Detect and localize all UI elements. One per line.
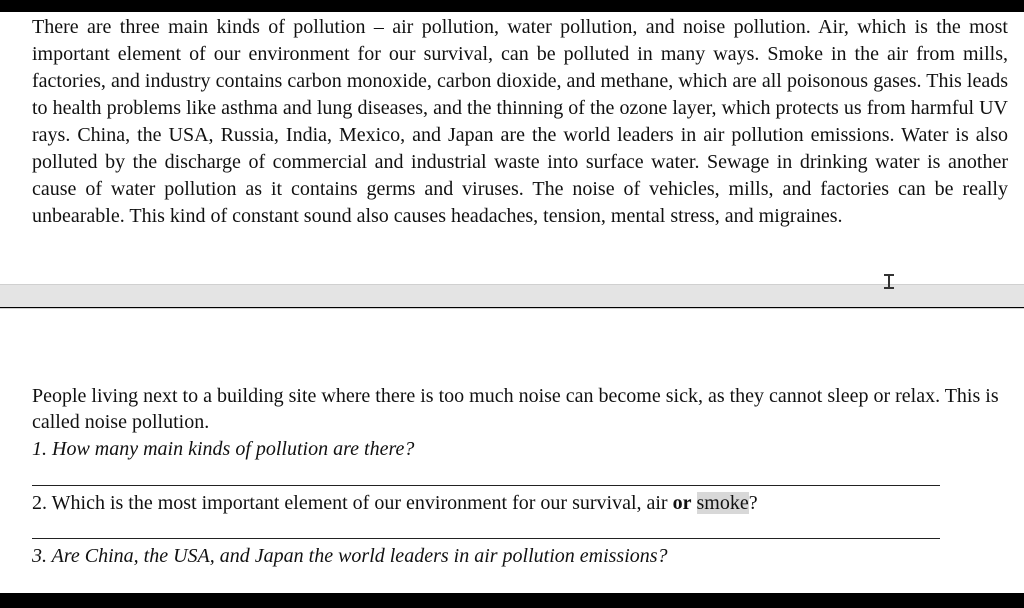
question-2-bold-or: or [672, 492, 692, 514]
question-2-space [692, 492, 697, 514]
page-separator [0, 285, 1024, 307]
paragraph-pollution-overview: There are three main kinds of pollution – air pollution, water pollution, and noise pollution. Air, which is the most important element of our environment for our survival, can be polluted in many ways. Smoke in the air from mills, factories, and industry contains carbon monoxide, carbon dioxide, and methane, which are all poisonous gases. This leads to health problems like asthma and lung diseases, and the thinning of the ozone layer, which protects us from harmful UV rays. China, the USA, Russia, India, Mexico, and Japan are the world leaders in air pollution emissions. Water is also polluted by the discharge of commercial and industrial waste into surface water. Sewage in drinking water is another cause of water pollution as it contains germs and viruses. The noise of vehicles, mills, and factories can be really unbearable. This kind of constant sound also causes headaches, tension, mental stress, and migraines. [32, 16, 1008, 227]
question-1: 1. How many main kinds of pollution are there? [32, 438, 415, 460]
answer-line-2[interactable] [32, 538, 940, 539]
question-2 [32, 490, 758, 516]
page-upper [0, 12, 1024, 285]
question-2-text: 2. Which is the most important element of our environment for our survival, air [32, 492, 673, 514]
answer-line-1[interactable] [32, 485, 940, 486]
text-cursor-icon [884, 274, 894, 288]
paragraph-noise-pollution: People living next to a building site where there is too much noise can become sick, as they cannot sleep or relax. This is called noise pollution. [32, 385, 999, 433]
page-lower [0, 308, 1024, 593]
question-2-mark: ? [748, 492, 758, 514]
selected-word-smoke[interactable]: smoke [696, 492, 749, 514]
question-3: 3. Are China, the USA, and Japan the world leaders in air pollution emissions? [32, 545, 668, 567]
